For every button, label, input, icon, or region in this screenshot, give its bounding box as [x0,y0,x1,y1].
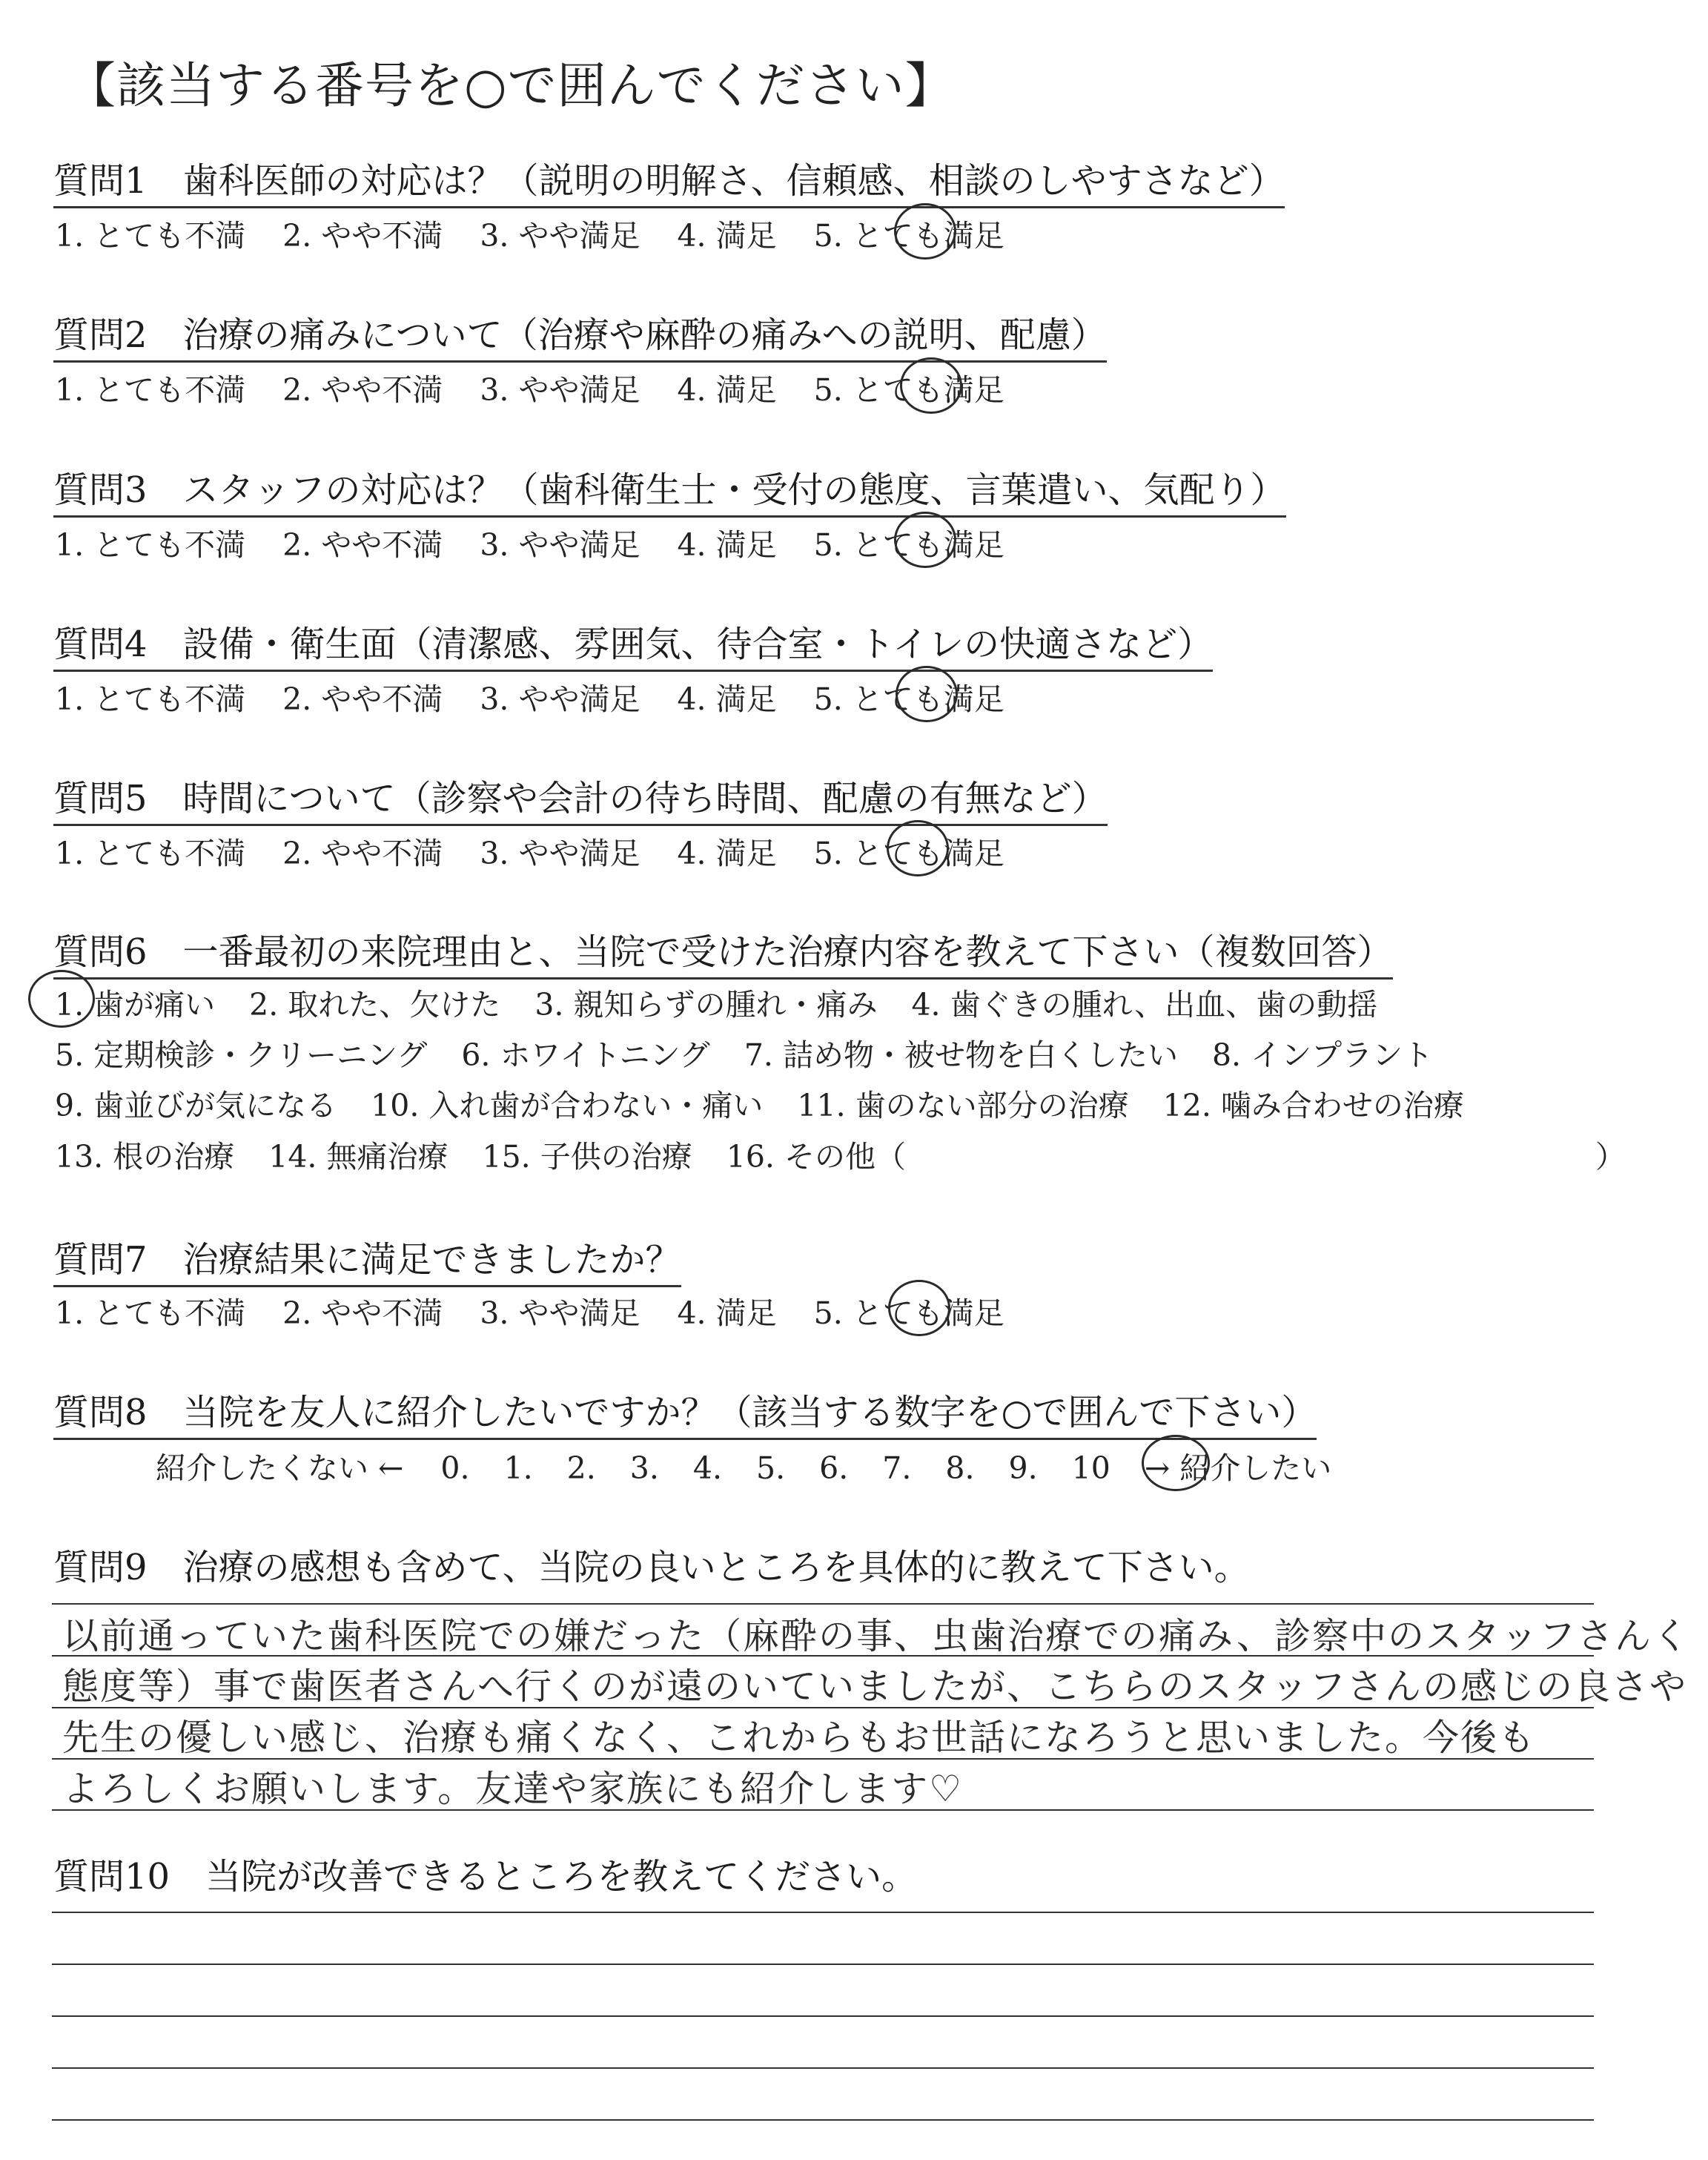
q9-answer-rule [52,1655,1594,1657]
q6-option-4[interactable]: 4. 歯ぐきの腫れ、出血、歯の動揺 [911,987,1378,1023]
q8-number-2[interactable]: 2. [566,1450,596,1486]
question-2-title: 質問2 治療の痛みについて（治療や麻酔の痛みへの説明、配慮） [53,306,1107,363]
q4-option-2[interactable]: 2. やや不満 [282,681,443,717]
q8-right-label: → 紹介したい [1144,1450,1332,1486]
q10-answer-rule[interactable] [52,1912,1594,1913]
q10-answer-rule[interactable] [52,2067,1594,2069]
question-6-title: 質問6 一番最初の来院理由と、当院で受けた治療内容を教えて下さい（複数回答） [53,923,1393,980]
q6-line-1 [55,980,1411,1024]
question-1-title: 質問1 歯科医師の対応は？（説明の明解さ、信頼感、相談のしやすさなど） [53,152,1285,208]
q3-option-1[interactable]: 1. とても不満 [55,527,246,563]
q6-option-6[interactable]: 6. ホワイトニング [461,1037,710,1073]
q8-number-10[interactable]: 10 [1071,1450,1110,1486]
q6-option-5[interactable]: 5. 定期検診・クリーニング [55,1037,428,1073]
q6-selection-circle [28,970,95,1028]
q1-option-3[interactable]: 3. やや満足 [480,218,640,254]
q8-left-label: 紹介したくない ← [156,1450,404,1486]
question-3-title: 質問3 スタッフの対応は？（歯科衛生士・受付の態度、言葉遣い、気配り） [53,461,1286,518]
question-7-title: 質問7 治療結果に満足できましたか？ [53,1231,681,1287]
page-header: 【該当する番号を○で囲んでください】 [67,57,955,114]
question-9-title: 質問9 治療の感想も含めて、当院の良いところを具体的に教えて下さい。 [53,1547,1250,1588]
q6-line-4 [55,1132,940,1176]
q4-selection-circle [896,666,958,722]
q1-option-5[interactable]: 5. とても満足 [813,218,1004,254]
q6-option-11[interactable]: 11. 歯のない部分の治療 [797,1088,1129,1123]
q9-answer-rule [52,1809,1594,1811]
q7-option-4[interactable]: 4. 満足 [677,1295,777,1331]
q7-option-1[interactable]: 1. とても不満 [55,1295,246,1331]
q6-option-8[interactable]: 8. インプラント [1211,1037,1434,1073]
q6-option-10[interactable]: 10. 入れ歯が合わない・痛い [371,1088,764,1123]
q8-number-3[interactable]: 3. [629,1450,659,1486]
q5-option-1[interactable]: 1. とても不満 [55,836,246,871]
q6-option-15[interactable]: 15. 子供の治療 [482,1139,692,1175]
q10-answer-rule[interactable] [52,2119,1594,2121]
q9-answer-line-2: 態度等）事で歯医者さんへ行くのが遠のいていましたが、こちらのスタッフさんの感じの良さや [62,1665,1688,1708]
q6-option-3[interactable]: 3. 親知らずの腫れ・痛み [534,987,878,1023]
q9-answer-line-1: 以前通っていた歯科医院での嫌だった（麻酔の事、虫歯治療での痛み、診察中のスタッフさんく [62,1615,1690,1657]
q8-number-1[interactable]: 1. [503,1450,533,1486]
q8-number-8[interactable]: 8. [945,1450,975,1486]
q6-line-3 [55,1081,1498,1125]
question-4-options [55,675,1042,719]
q7-option-2[interactable]: 2. やや不満 [282,1295,443,1331]
q10-answer-rule[interactable] [52,1964,1594,1965]
q5-option-3[interactable]: 3. やや満足 [480,836,640,871]
q6-option-14[interactable]: 14. 無痛治療 [268,1139,448,1175]
q9-answer-rule [52,1758,1594,1760]
q6-option-16[interactable]: 16. その他（ [726,1139,906,1175]
q7-option-5[interactable]: 5. とても満足 [813,1295,1004,1331]
q8-number-5[interactable]: 5. [756,1450,786,1486]
q8-number-0[interactable]: 0. [440,1450,470,1486]
q3-option-5[interactable]: 5. とても満足 [813,527,1004,563]
q2-option-3[interactable]: 3. やや満足 [480,372,640,408]
q3-selection-circle [894,512,956,568]
q1-option-1[interactable]: 1. とても不満 [55,218,246,254]
q6-option-2[interactable]: 2. 取れた、欠けた [249,987,501,1023]
q4-option-5[interactable]: 5. とても満足 [813,681,1004,717]
question-5-title: 質問5 時間について（診察や会計の待ち時間、配慮の有無など） [53,770,1108,826]
q6-option-9[interactable]: 9. 歯並びが気になる [55,1088,337,1123]
q4-option-3[interactable]: 3. やや満足 [480,681,640,717]
q3-option-4[interactable]: 4. 満足 [677,527,777,563]
q5-selection-circle [887,820,949,876]
q3-option-3[interactable]: 3. やや満足 [480,527,640,563]
q4-option-4[interactable]: 4. 満足 [677,681,777,717]
q9-answer-line-3: 先生の優しい感じ、治療も痛くなく、これからもお世話になろうと思いました。今後も [62,1717,1537,1759]
q2-option-5[interactable]: 5. とても満足 [813,372,1004,408]
q1-option-2[interactable]: 2. やや不満 [282,218,443,254]
q6-option-1[interactable]: 1. 歯が痛い [55,987,216,1023]
q8-selection-circle [1142,1435,1210,1491]
q8-number-9[interactable]: 9. [1008,1450,1038,1486]
question-10-title: 質問10 当院が改善できるところを教えてください。 [53,1856,918,1898]
q5-option-5[interactable]: 5. とても満足 [813,836,1004,871]
q5-option-4[interactable]: 4. 満足 [677,836,777,871]
q7-option-3[interactable]: 3. やや満足 [480,1295,640,1331]
q7-selection-circle [888,1280,950,1336]
q2-option-4[interactable]: 4. 満足 [677,372,777,408]
q6-option-7[interactable]: 7. 詰め物・被せ物を白くしたい [744,1037,1178,1073]
question-3-options [55,521,1042,564]
q6-option-13[interactable]: 13. 根の治療 [55,1139,235,1175]
q5-option-2[interactable]: 2. やや不満 [282,836,443,871]
q9-answer-rule [52,1603,1594,1605]
q6-option-12[interactable]: 12. 噛み合わせの治療 [1162,1088,1464,1123]
question-2-options [55,366,1042,409]
q3-option-2[interactable]: 2. やや不満 [282,527,443,563]
q9-answer-line-4: よろしくお願いします。友達や家族にも紹介します♡ [62,1768,964,1810]
q2-selection-circle [900,357,962,414]
q9-answer-rule [52,1707,1594,1708]
q8-number-6[interactable]: 6. [819,1450,849,1486]
question-8-title: 質問8 当院を友人に紹介したいですか？（該当する数字を○で囲んで下さい） [53,1384,1317,1440]
q8-number-4[interactable]: 4. [692,1450,723,1486]
q2-option-1[interactable]: 1. とても不満 [55,372,246,408]
q4-option-1[interactable]: 1. とても不満 [55,681,246,717]
q2-option-2[interactable]: 2. やや不満 [282,372,443,408]
q8-number-7[interactable]: 7. [882,1450,912,1486]
q1-selection-circle [894,203,956,260]
question-4-title: 質問4 設備・衛生面（清潔感、雰囲気、待合室・トイレの快適さなど） [53,615,1213,672]
q1-option-4[interactable]: 4. 満足 [677,218,777,254]
q10-answer-rule[interactable] [52,2015,1594,2017]
q6-other-close-paren: ） [1595,1139,1626,1175]
q6-line-2 [55,1031,1467,1074]
